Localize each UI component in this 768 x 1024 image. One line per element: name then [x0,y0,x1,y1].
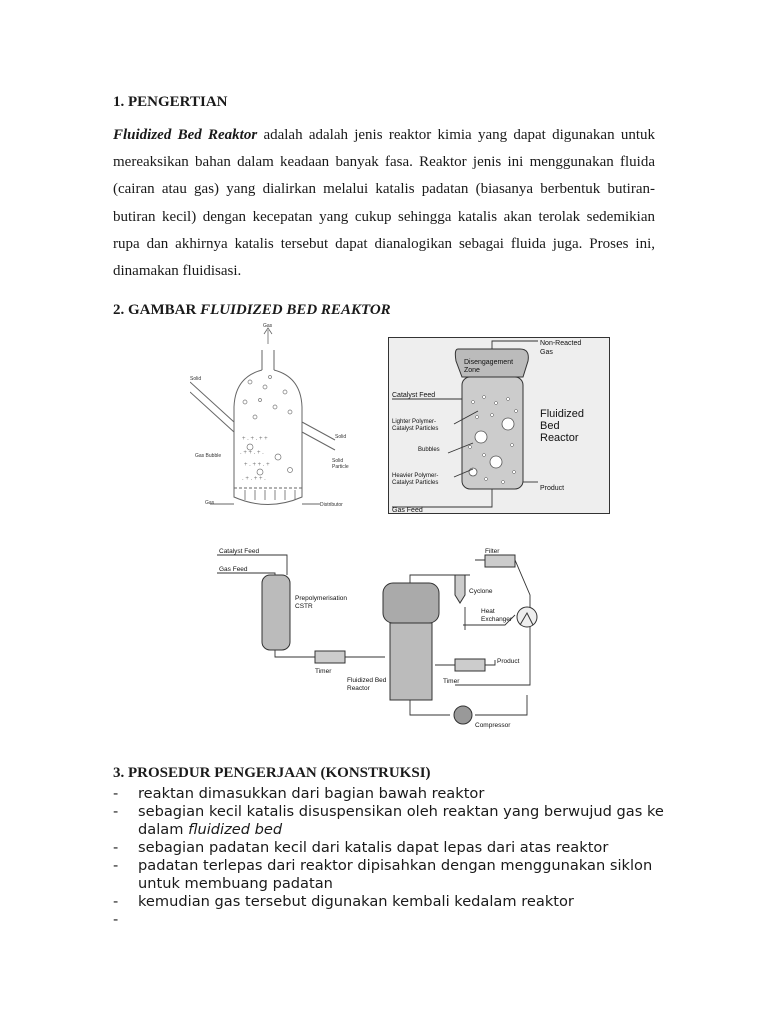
list-item-text: sebagian padatan kecil dari katalis dapat lepas dari atas reaktor [138,839,609,856]
list-item-text [138,911,673,929]
list-item-text: kemudian gas tersebut digunakan kembali kedalam reaktor [138,893,574,910]
list-dash: - [113,857,119,874]
fig3-label-cyclone: Cyclone [469,588,493,595]
fig2-label-catalyst-feed: Catalyst Feed [392,392,436,399]
fig1-label-gas-bubble: Gas Bubble [195,453,222,459]
fig2-title-2: Bed [540,420,560,432]
list-dash: - [113,803,119,820]
section-2-heading-prefix: 2. GAMBAR [113,302,201,318]
list-item [113,911,673,929]
fig2-title-1: Fluidized [540,408,585,420]
definition-paragraph [113,122,655,285]
fig2-label-disengagement-1: Disengagement [464,359,514,366]
list-item-text-wrapper [138,803,673,839]
fig3-label-prepoly-1: Prepolymerisation [295,595,348,602]
fig3-label-timer: Timer [315,668,332,675]
figure-process-flow [215,545,550,735]
fig3-label-prepoly-2: CSTR [295,603,313,610]
fig3-label-heat-1: Heat [481,608,495,615]
fig2-label-gas-feed: Gas Feed [392,507,423,514]
fig3-label-compressor: Compressor [475,722,511,729]
fig2-label-bubbles: Bubbles [418,447,440,453]
list-item-italic: fluidized bed [188,821,283,838]
list-item [113,785,673,803]
fig3-label-fbr-2: Reactor [347,685,370,692]
fig1-label-gas-top: Gas [263,323,273,329]
fig1-label-solid-particle-1: Solid [332,458,344,464]
fig3-label-timer-2: Timer [443,678,460,685]
fig2-label-lighter-1: Lighter Polymer- [392,419,437,425]
svg-text:+ . + + . +: + . + + . + [244,462,270,468]
fig3-label-heat-2: Exchanger [481,616,513,623]
fig2-label-heavier-1: Heavier Polymer- [392,473,439,479]
fig1-label-gas-bottom: Gas [205,500,215,506]
list-item-text: padatan terlepas dari reaktor dipisahkan dengan menggunakan siklon untuk membuang padatan [138,857,653,892]
term-fluidized-bed-reaktor: Fluidized Bed Reaktor [113,127,258,143]
fig3-label-gas-feed: Gas Feed [219,566,248,573]
list-dash: - [113,911,119,928]
fig2-title-3: Reactor [540,432,579,444]
section-2-heading-italic: FLUIDIZED BED REAKTOR [200,302,391,318]
section-2-heading [113,302,391,319]
figure-fluidized-bed-reactor [388,337,610,514]
fig2-label-disengagement-2: Zone [464,367,480,374]
fig3-label-fbr-1: Fluidized Bed [347,677,387,684]
section-1-heading: 1. PENGERTIAN [113,94,228,110]
fig3-label-catalyst-feed: Catalyst Feed [219,548,260,555]
svg-text:+ . + . + +: + . + . + + [242,436,268,442]
fig1-label-solid-left: Solid [190,376,202,382]
list-dash: - [113,785,119,802]
list-item [113,803,673,839]
fig3-label-product: Product [497,658,520,665]
fig2-label-product: Product [540,485,565,492]
fig2-label-lighter-2: Catalyst Particles [392,426,439,432]
list-item [113,839,673,857]
fig1-label-distributor: Distributor [320,502,343,508]
list-item [113,857,673,893]
section-3-heading: 3. PROSEDUR PENGERJAAN (KONSTRUKSI) [113,765,431,781]
fig2-label-non-reacted-1: Non-Reacted [540,340,582,347]
fig1-label-solid-particle-2: Particle [332,464,349,470]
list-dash: - [113,893,119,910]
svg-text:. + . + + .: . + . + + . [242,476,266,482]
svg-text:. + + . + .: . + + . + . [240,450,264,456]
fig3-label-filter: Filter [485,548,500,555]
figure-fluidized-bed-schematic [190,322,360,514]
list-item [113,893,673,911]
list-item-text: reaktan dimasukkan dari bagian bawah reaktor [138,785,485,802]
fig1-label-solid-right: Solid [335,434,347,440]
definition-body: adalah adalah jenis reaktor kimia yang dapat digunakan untuk mereaksikan bahan dalam keadaan banyak fasa. Reaktor jenis ini menggunakan fluida (cairan atau gas) yang dialirkan melalui katalis padatan (biasanya berbentuk butiran-butiran kecil) dengan kecepatan yang cukup sehingga katalis akan terolak sedemikian rupa dan akhirnya katalis tersebut dapat dianalogikan sebagai fluida juga. Proses ini, dinamakan fluidisasi. [113,127,656,280]
fig2-label-non-reacted-2: Gas [540,349,553,356]
procedure-list [113,785,673,929]
list-item-text: sebagian kecil katalis disuspensikan oleh reaktan yang berwujud gas ke dalam [138,803,664,838]
list-dash: - [113,839,119,856]
fig2-label-heavier-2: Catalyst Particles [392,480,439,486]
